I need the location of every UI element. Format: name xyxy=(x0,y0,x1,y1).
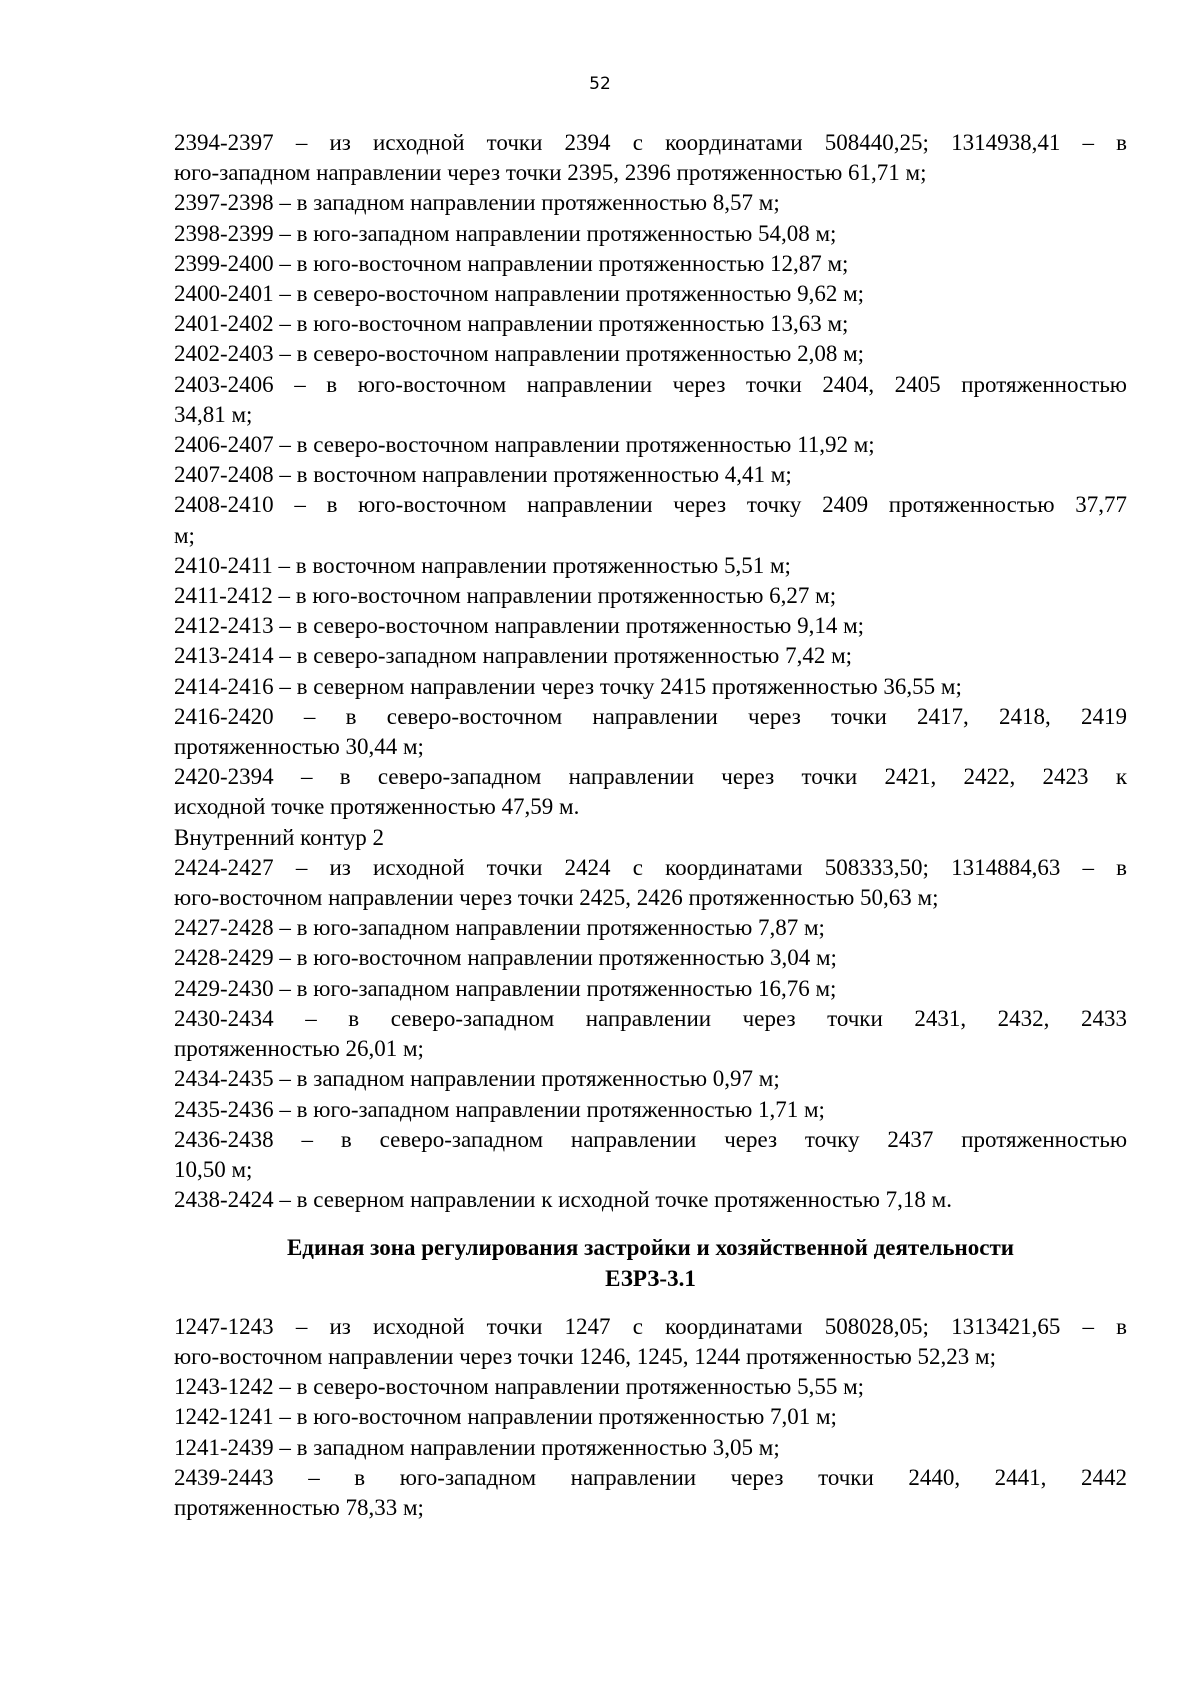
text-line: 2439-2443 – в юго-западном направлении через точки 2440, 2441, 2442 xyxy=(174,1464,1127,1490)
text-line: 2435-2436 – в юго-западном направлении протяженностью 1,71 м; xyxy=(174,1096,825,1122)
text-line: 2438-2424 – в северном направлении к исходной точке протяженностью 7,18 м. xyxy=(174,1187,952,1213)
section-heading xyxy=(174,1233,1127,1293)
text-line: 2416-2420 – в северо-восточном направлении через точки 2417, 2418, 2419 xyxy=(174,703,1127,729)
text-line: 2413-2414 – в северо-западном направлении протяженностью 7,42 м; xyxy=(174,643,853,669)
text-line: Внутренний контур 2 xyxy=(174,824,384,850)
text-line: 2430-2434 – в северо-западном направлении через точки 2431, 2432, 2433 xyxy=(174,1005,1127,1031)
boundary-description-block-2 xyxy=(174,1312,1127,1523)
text-line: 34,81 м; xyxy=(174,401,253,427)
text-line: 1242-1241 – в юго-восточном направлении протяженностью 7,01 м; xyxy=(174,1404,837,1430)
text-line: протяженностью 78,33 м; xyxy=(174,1494,424,1520)
text-line: 1247-1243 – из исходной точки 1247 с координатами 508028,05; 1313421,65 – в xyxy=(174,1313,1127,1339)
text-line: 2428-2429 – в юго-восточном направлении протяженностью 3,04 м; xyxy=(174,945,837,971)
text-line: 2411-2412 – в юго-восточном направлении протяженностью 6,27 м; xyxy=(174,583,837,609)
text-line: 2436-2438 – в северо-западном направлении через точку 2437 протяженностью xyxy=(174,1126,1127,1152)
text-line: 2427-2428 – в юго-западном направлении протяженностью 7,87 м; xyxy=(174,915,825,941)
text-line: исходной точке протяженностью 47,59 м. xyxy=(174,794,580,820)
page-number: 52 xyxy=(589,74,611,94)
text-line: 10,50 м; xyxy=(174,1156,253,1182)
text-line: протяженностью 26,01 м; xyxy=(174,1036,424,1062)
text-line: 2406-2407 – в северо-восточном направлении протяженностью 11,92 м; xyxy=(174,432,875,458)
text-line: юго-восточном направлении через точки 1246, 1245, 1244 протяженностью 52,23 м; xyxy=(174,1343,996,1369)
boundary-description-block-1 xyxy=(174,128,1127,1215)
text-line: 2398-2399 – в юго-западном направлении протяженностью 54,08 м; xyxy=(174,220,837,246)
text-line: 2412-2413 – в северо-восточном направлении протяженностью 9,14 м; xyxy=(174,613,865,639)
text-line: 1241-2439 – в западном направлении протяженностью 3,05 м; xyxy=(174,1434,780,1460)
text-line: протяженностью 30,44 м; xyxy=(174,734,424,760)
text-line: 2434-2435 – в западном направлении протяженностью 0,97 м; xyxy=(174,1066,780,1092)
text-line: 2401-2402 – в юго-восточном направлении протяженностью 13,63 м; xyxy=(174,311,849,337)
text-line: юго-западном направлении через точки 2395, 2396 протяженностью 61,71 м; xyxy=(174,160,927,186)
text-line: 2420-2394 – в северо-западном направлении через точки 2421, 2422, 2423 к xyxy=(174,764,1127,790)
section-heading-line-2: ЕЗРЗ-3.1 xyxy=(605,1265,696,1291)
text-line: 2407-2408 – в восточном направлении протяженностью 4,41 м; xyxy=(174,462,792,488)
text-line: 2399-2400 – в юго-восточном направлении протяженностью 12,87 м; xyxy=(174,250,849,276)
section-heading-line-1: Единая зона регулирования застройки и хозяйственной деятельности xyxy=(286,1235,1015,1261)
text-line: 2429-2430 – в юго-западном направлении протяженностью 16,76 м; xyxy=(174,975,837,1001)
document-body xyxy=(174,128,1127,1523)
text-line: 2424-2427 – из исходной точки 2424 с координатами 508333,50; 1314884,63 – в xyxy=(174,854,1127,880)
text-line: 2400-2401 – в северо-восточном направлении протяженностью 9,62 м; xyxy=(174,281,865,307)
text-line: 2394-2397 – из исходной точки 2394 с координатами 508440,25; 1314938,41 – в xyxy=(174,130,1127,155)
text-line: 1243-1242 – в северо-восточном направлении протяженностью 5,55 м; xyxy=(174,1374,865,1400)
text-line: 2414-2416 – в северном направлении через точку 2415 протяженностью 36,55 м; xyxy=(174,673,962,699)
text-line: юго-восточном направлении через точки 2425, 2426 протяженностью 50,63 м; xyxy=(174,885,939,911)
text-line: 2397-2398 – в западном направлении протяженностью 8,57 м; xyxy=(174,190,780,216)
text-line: 2410-2411 – в восточном направлении протяженностью 5,51 м; xyxy=(174,552,791,578)
text-line: 2402-2403 – в северо-восточном направлении протяженностью 2,08 м; xyxy=(174,341,865,367)
text-line: 2408-2410 – в юго-восточном направлении через точку 2409 протяженностью 37,77 xyxy=(174,492,1127,518)
text-line: 2403-2406 – в юго-восточном направлении через точки 2404, 2405 протяженностью xyxy=(174,371,1127,397)
text-line: м; xyxy=(174,522,195,548)
